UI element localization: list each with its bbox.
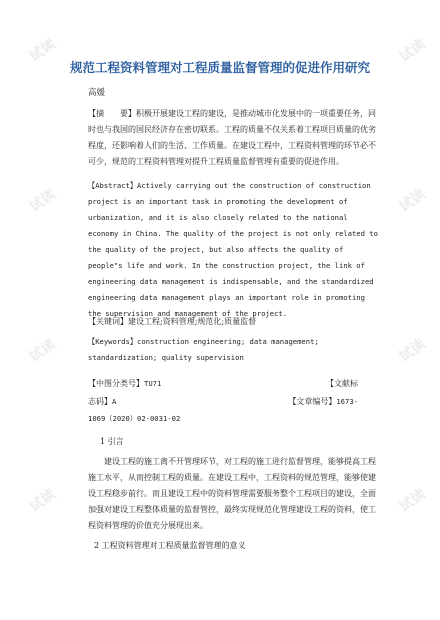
keywords-cn: [88, 314, 378, 330]
doc-label-cont: 志码】: [88, 397, 112, 406]
watermark: 试读: [396, 486, 429, 516]
doc-label: 【文献标: [326, 379, 358, 388]
article-cont: 1069（2020）02-0031-02: [88, 414, 181, 423]
abstract-cn-label: 【摘 要】: [88, 109, 136, 118]
watermark: 试读: [26, 186, 59, 216]
class-value: TU71: [144, 379, 162, 388]
classification-row-3: [88, 414, 358, 424]
keywords-en: [88, 334, 378, 366]
watermark: 试读: [26, 36, 59, 66]
abstract-en-text: Actively carrying out the construction of construction project is an important task in promoting the development of urbanization, and it is also closely related to the national economy in China. The quality of the project is not only related to the quality of the project, but also affects the quality of people"s life and work. In the construction project, the link of engineering data management is indispensable, and the standardized engineering data management plays an important role in promoting the supervision and management of the project.: [88, 181, 378, 318]
section2-heading: 2 工程资料管理对工程质量监督管理的意义: [94, 541, 246, 550]
article-label: 【文章编号】: [288, 397, 337, 406]
abstract-cn: [88, 106, 378, 170]
class-label: 【中图分类号】: [88, 379, 144, 388]
abstract-en: [88, 178, 378, 322]
section1-text: 建设工程的施工离不开管理环节，对工程的施工进行监督管理，能够提高工程施工水平，从而控制工程的质量。在建设工程中，工程资料的规范管理，能够使建设工程稳步前行。而且建设工程中的资料管理需要服务整个工程项目的建设，全面加强对建设工程整体质量的监督管控，最终实现规范化管理建设工程的资料，使工程资料管理的价值充分展现出来。: [88, 457, 376, 530]
paper-title: 规范工程资料管理对工程质量监督管理的促进作用研究: [69, 60, 370, 75]
section1-heading: 1 引言: [100, 437, 124, 446]
watermark: 试读: [396, 36, 429, 66]
author: 高媛: [88, 88, 106, 98]
watermark: 试读: [26, 336, 59, 366]
article-value: 1673-: [336, 397, 358, 406]
keywords-en-label: 【Keywords】: [88, 337, 137, 346]
doc-value: A: [112, 397, 117, 406]
keywords-cn-text: 建设工程;资料管理;规范化;质量监督: [128, 317, 257, 326]
keywords-cn-label: 【关键词】: [88, 317, 128, 326]
classification-row-1: [88, 378, 358, 389]
watermark: 试读: [396, 336, 429, 366]
watermark: 试读: [26, 486, 59, 516]
abstract-cn-text: 积极开展建设工程的建设，是推动城市化发展中的一项重要任务，同时也与我国的国民经济存在密切联系。工程的质量不仅关系着工程项目质量的优劣程度，还影响着人们的生活、工作质量。在建设工程中，工程资料管理的环节必不可少，规范的工程资料管理对提升工程质量监督管理有重要的促进作用。: [88, 109, 376, 166]
classification-row-2: [88, 396, 358, 407]
keywords-en-text: construction engineering; data management; standardization; quality supervision: [88, 337, 319, 362]
abstract-en-label: 【Abstract】: [88, 181, 137, 190]
watermark: 试读: [396, 186, 429, 216]
